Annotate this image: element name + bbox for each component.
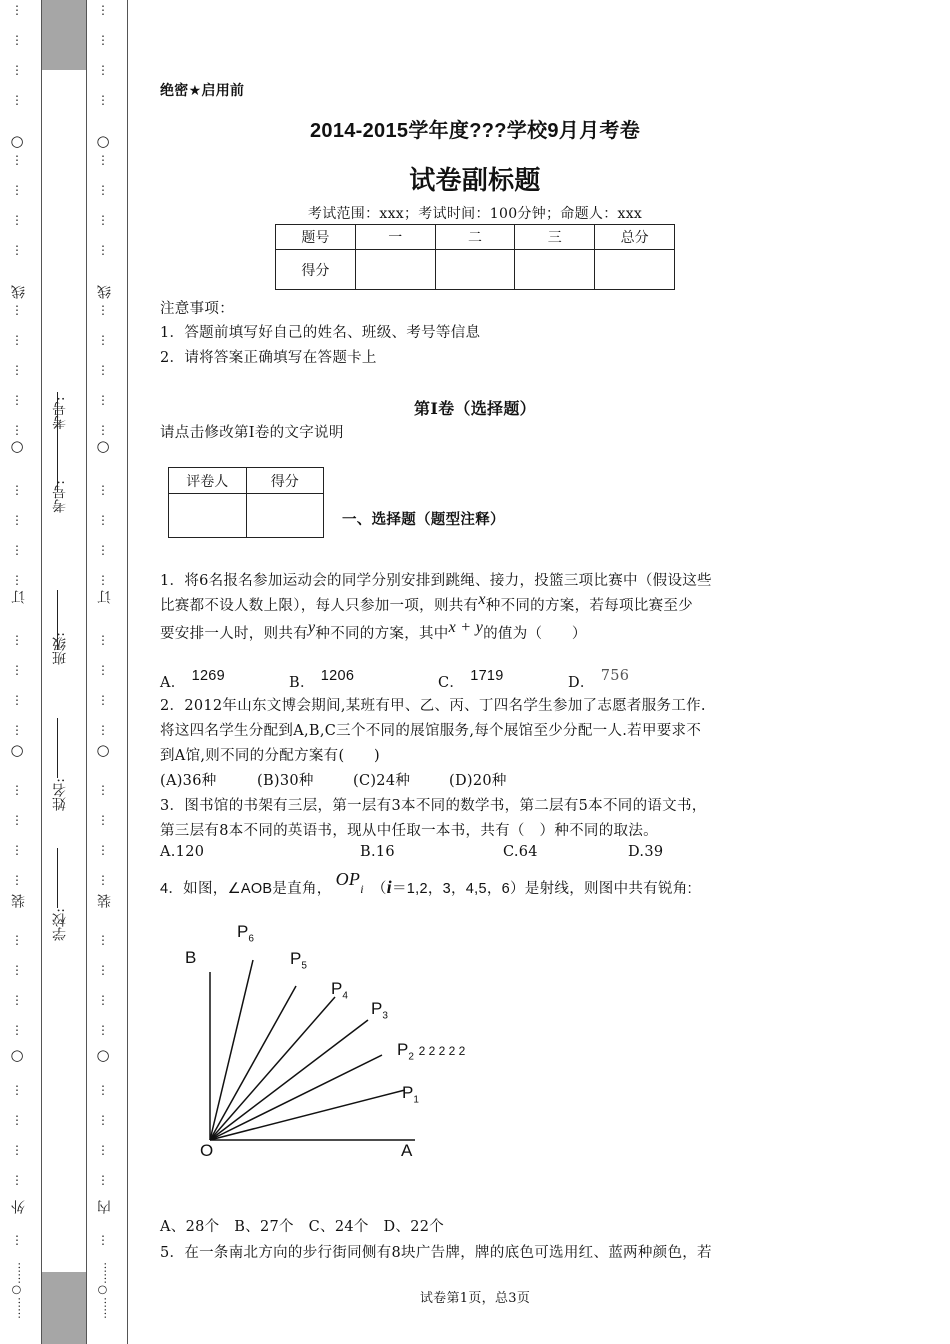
dot-mark: ⋮	[97, 1023, 109, 1037]
q5-line1: 5．在一条南北方向的步行街同侧有8块广告牌，牌的底色可选用红、蓝两种颜色，若	[160, 1245, 712, 1261]
angle-figure	[160, 920, 520, 1170]
dot-mark: ⋮	[97, 1143, 109, 1157]
dot-mark: ⋮	[11, 213, 23, 227]
binding-line-right	[127, 0, 128, 1344]
label-P1: $P_1$	[402, 1083, 419, 1106]
dot-mark: ⋮	[11, 243, 23, 257]
dot-mark: ⋮	[11, 423, 23, 437]
dot-mark: ⋮	[11, 873, 23, 887]
dot-mark: ⋮	[97, 423, 109, 437]
dot-mark: ⋮	[97, 303, 109, 317]
binding-line-left	[41, 0, 42, 1344]
dot-mark: ⋮	[97, 543, 109, 557]
label-P2: $P_2$ 2 2 2 2 2	[397, 1040, 466, 1063]
grader-header: 得分	[246, 468, 324, 494]
dot-mark: ⋮	[97, 183, 109, 197]
grader-header: 评卷人	[169, 468, 247, 494]
ray-OP5	[210, 986, 296, 1140]
dot-mark: ⋮	[11, 933, 23, 947]
dot-mark: ⋮	[97, 963, 109, 977]
binding-label: 装	[11, 894, 27, 908]
circle-mark: ○	[96, 437, 110, 455]
dot-mark: ⋮	[11, 303, 23, 317]
dot-mark: ⋮	[11, 333, 23, 347]
q1-line2: 比赛都不设人数上限），每人只参加一项，则共有x种不同的方案，若每项比赛至少	[160, 591, 693, 614]
section-desc: 请点击修改第Ⅰ卷的文字说明	[160, 425, 344, 441]
dot-mark: ⋮	[11, 813, 23, 827]
q2-option[interactable]: (C)24种	[353, 773, 411, 789]
grader-table	[168, 467, 324, 538]
field-label-xingming: 姓名:	[52, 778, 68, 811]
binding-label: 线	[11, 285, 27, 299]
page-footer: 试卷第1页，总3页	[419, 1291, 531, 1306]
q1-option-b[interactable]: B． 1206	[289, 668, 355, 691]
circle-mark: ○	[10, 1046, 24, 1064]
q1-option-c[interactable]: C． 1719	[438, 668, 504, 691]
binding-line-mid	[86, 0, 87, 1344]
dot-mark: ⋮	[11, 483, 23, 497]
score-header-cell: 题号	[276, 225, 356, 250]
secret-mark: 绝密★启用前	[160, 82, 245, 98]
field-label-banji: 班级:	[52, 632, 68, 665]
binding-label: 装	[97, 894, 113, 908]
dot-mark: ⋮	[97, 153, 109, 167]
dot-mark: ⋮	[97, 1113, 109, 1127]
dot-mark: ⋮	[11, 993, 23, 1007]
grader-cell[interactable]	[169, 494, 247, 538]
label-P5: $P_5$	[290, 949, 307, 972]
q4-options[interactable]: A、28个 B、27个 C、24个 D、22个	[160, 1219, 445, 1235]
q1-option-a[interactable]: A． 1269	[160, 668, 226, 691]
q4-text: 4．如图，∠AOB是直角， OPi （i＝1,2，3，4,5，6）是射线，则图中共有锐角:	[160, 869, 692, 897]
dot-mark: ⋮	[11, 843, 23, 857]
dot-mark: ⋮	[97, 633, 109, 647]
label-P4: $P_4$	[331, 979, 348, 1002]
dot-mark: ⋮	[97, 783, 109, 797]
note-item: 1．答题前填写好自己的姓名、班级、考号等信息	[160, 325, 481, 341]
dot-mark: ⋮	[97, 693, 109, 707]
dot-mark: ⋮	[11, 363, 23, 377]
exam-subtitle: 试卷副标题	[409, 166, 541, 196]
dot-mark: ⋮	[11, 663, 23, 677]
dot-mark: ⋮	[97, 483, 109, 497]
score-cell[interactable]	[515, 250, 595, 290]
q3-line1: 3．图书馆的书架有三层，第一层有3本不同的数学书，第二层有5本不同的语文书，	[160, 798, 707, 814]
dot-mark: ⋮	[97, 1233, 109, 1247]
dot-mark: ⋮	[97, 3, 109, 17]
dot-mark: ⋮	[97, 243, 109, 257]
q2-line1: 2．2012年山东文博会期间,某班有甲、乙、丙、丁四名学生参加了志愿者服务工作.	[160, 698, 706, 714]
dot-mark: ⋮	[11, 1143, 23, 1157]
q3-option[interactable]: C.64	[503, 844, 538, 860]
exam-title: 2014-2015学年度???学校9月月考卷	[309, 120, 641, 142]
dot-mark: ⋮	[97, 573, 109, 587]
dot-mark: ⋮	[97, 63, 109, 77]
circle-mark: ○	[10, 741, 24, 759]
dot-mark: ⋮	[11, 1113, 23, 1127]
binding-tail: ……○……	[10, 1262, 23, 1319]
dot-mark: ⋮	[97, 393, 109, 407]
dot-mark: ⋮	[11, 1083, 23, 1097]
circle-mark: ○	[96, 132, 110, 150]
dot-mark: ⋮	[97, 873, 109, 887]
dot-mark: ⋮	[97, 843, 109, 857]
xingming-blank[interactable]	[50, 718, 66, 778]
dot-mark: ⋮	[97, 663, 109, 677]
field-label-kaohao: 考号:	[52, 480, 68, 513]
q1-line1: 1．将6名报名参加运动会的同学分别安排到跳绳、接力，投篮三项比赛中（假设这些	[160, 573, 712, 589]
circle-mark: ○	[10, 437, 24, 455]
q2-option[interactable]: (A)36种	[160, 773, 217, 789]
binding-label: 内	[97, 1200, 113, 1214]
q1-line3: 要安排一人时，则共有y种不同的方案，其中x + y的值为（ ）	[160, 619, 587, 642]
binding-grey-bottom	[41, 1272, 86, 1344]
dot-mark: ⋮	[97, 813, 109, 827]
dot-mark: ⋮	[97, 333, 109, 347]
dot-mark: ⋮	[97, 1083, 109, 1097]
field-label-xuexiao: 学校:	[52, 908, 68, 941]
dot-mark: ⋮	[97, 513, 109, 527]
q3-option[interactable]: A.120	[160, 844, 205, 860]
dot-mark: ⋮	[11, 633, 23, 647]
dot-mark: ⋮	[11, 63, 23, 77]
circle-mark: ○	[96, 741, 110, 759]
ray-OP4	[210, 997, 335, 1140]
score-cell[interactable]	[355, 250, 435, 290]
part-title: 一、选择题（题型注释）	[342, 511, 505, 528]
dot-mark: ⋮	[11, 513, 23, 527]
dot-mark: ⋮	[11, 1023, 23, 1037]
dot-mark: ⋮	[11, 93, 23, 107]
q3-option[interactable]: D.39	[628, 844, 664, 860]
q1-option-d[interactable]: D． 756	[568, 668, 630, 691]
section-title: 第Ⅰ卷（选择题）	[414, 399, 536, 418]
note-item: 2．请将答案正确填写在答题卡上	[160, 350, 377, 366]
dot-mark: ⋮	[97, 33, 109, 47]
dot-mark: ⋮	[11, 33, 23, 47]
circle-mark: ○	[10, 132, 24, 150]
field-kaohao: 考号:	[52, 396, 68, 430]
q3-line2: 第三层有8本不同的英语书，现从中任取一本书，共有（ ）种不同的取法。	[160, 823, 658, 839]
score-header-cell: 三	[515, 225, 595, 250]
label-P6: $P_6$	[237, 922, 254, 945]
dot-mark: ⋮	[97, 933, 109, 947]
dot-mark: ⋮	[97, 93, 109, 107]
dot-mark: ⋮	[11, 153, 23, 167]
dot-mark: ⋮	[97, 1173, 109, 1187]
score-header-cell: 总分	[595, 225, 675, 250]
score-row-label: 得分	[276, 250, 356, 290]
binding-grey-top	[41, 0, 86, 70]
score-header-cell: 二	[435, 225, 515, 250]
ray-OP2	[210, 1055, 382, 1140]
dot-mark: ⋮	[11, 183, 23, 197]
binding-label: 线	[97, 285, 113, 299]
label-A: A	[401, 1141, 413, 1160]
ray-OP1	[210, 1090, 405, 1140]
circle-mark: ○	[96, 1046, 110, 1064]
dot-mark: ⋮	[97, 213, 109, 227]
dot-mark: ⋮	[11, 783, 23, 797]
dot-mark: ⋮	[11, 573, 23, 587]
dot-mark: ⋮	[11, 1233, 23, 1247]
dot-mark: ⋮	[11, 963, 23, 977]
dot-mark: ⋮	[11, 393, 23, 407]
score-cell[interactable]	[435, 250, 515, 290]
q2-option[interactable]: (D)20种	[449, 773, 507, 789]
q3-option[interactable]: B.16	[360, 844, 395, 860]
q2-option[interactable]: (B)30种	[257, 773, 314, 789]
score-cell[interactable]	[595, 250, 675, 290]
binding-label: 订	[97, 590, 113, 604]
binding-label: 外	[11, 1200, 27, 1214]
label-B: B	[185, 948, 197, 967]
score-table	[275, 224, 675, 290]
grader-cell[interactable]	[246, 494, 324, 538]
exam-info: 考试范围：xxx；考试时间：100分钟；命题人：xxx	[307, 206, 643, 222]
binding-strip	[41, 0, 86, 1344]
q2-line2: 将这四名学生分配到A,B,C三个不同的展馆服务,每个展馆至少分配一人.若甲要求不	[160, 723, 702, 739]
dot-mark: ⋮	[11, 3, 23, 17]
notes-heading: 注意事项：	[160, 301, 234, 317]
label-O: O	[200, 1141, 214, 1160]
dot-mark: ⋮	[11, 693, 23, 707]
dot-mark: ⋮	[97, 363, 109, 377]
xuexiao-blank[interactable]	[50, 848, 66, 908]
dot-mark: ⋮	[11, 723, 23, 737]
q2-line3: 到A馆,则不同的分配方案有( )	[160, 748, 380, 764]
dot-mark: ⋮	[11, 1173, 23, 1187]
binding-tail: ……○……	[96, 1262, 109, 1319]
binding-label: 订	[11, 590, 27, 604]
score-header-cell: 一	[355, 225, 435, 250]
label-P3: $P_3$	[371, 999, 388, 1022]
dot-mark: ⋮	[11, 543, 23, 557]
dot-mark: ⋮	[97, 723, 109, 737]
dot-mark: ⋮	[97, 993, 109, 1007]
